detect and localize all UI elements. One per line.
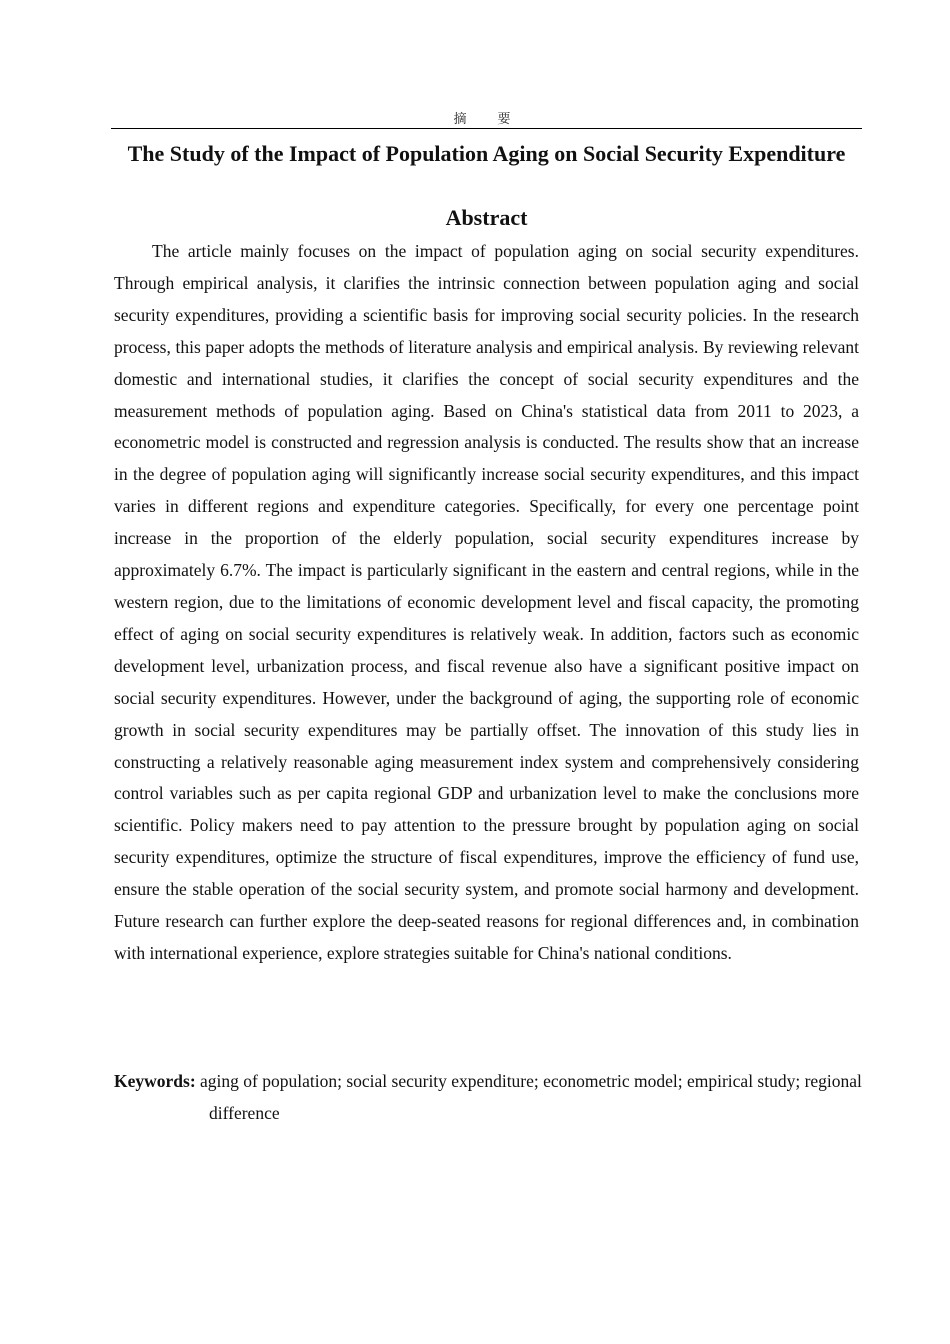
abstract-body: The article mainly focuses on the impact of population aging on social security expenditures. Through empirical analysis, it clarifies the intrinsic connection between population aging and social security expenditures, providing a scientific basis for improving social security policies. In the research process, this paper adopts the methods of literature analysis and empirical analysis. By reviewing relevant domestic and international studies, it clarifies the concept of social security expenditures and the measurement methods of population aging. Based on China's statistical data from 2011 to 2023, a econometric model is constructed and regression analysis is conducted. The results show that an increase in the degree of population aging will significantly increase social security expenditures, and this impact varies in different regions and expenditure categories. Specifically, for every one percentage point increase in the proportion of the elderly population, social security expenditures increase by approximately 6.7%. The impact is particularly significant in the eastern and central regions, while in the western region, due to the limitations of economic development level and fiscal capacity, the promoting effect of aging on social security expenditures is relatively weak. In addition, factors such as economic development level, urbanization process, and fiscal revenue also have a significant positive impact on social security expenditures. However, under the background of aging, the supporting role of economic growth in social security expenditures may be partially offset. The innovation of this study lies in constructing a relatively reasonable aging measurement index system and comprehensively considering control variables such as per capita regional GDP and urbanization level to make the conclusions more scientific. Policy makers need to pay attention to the pressure brought by population aging on social security expenditures, optimize the structure of fiscal expenditures, improve the efficiency of fund use, ensure the stable operation of the social security system, and promote social harmony and development. Future research can further explore the deep-seated reasons for regional differences and, in combination with international experience, explore strategies suitable for China's national conditions.	[114, 241, 859, 963]
header-divider	[111, 128, 862, 129]
keywords-label: Keywords:	[114, 1071, 196, 1091]
running-header: 摘 要	[453, 112, 520, 127]
keywords-line	[114, 1065, 866, 1129]
paper-title: The Study of the Impact of Population Aging on Social Security Expenditure	[127, 141, 846, 166]
abstract-heading: Abstract	[445, 205, 528, 230]
keywords-value: aging of population; social security expenditure; econometric model; empirical study; regional difference	[200, 1071, 862, 1123]
